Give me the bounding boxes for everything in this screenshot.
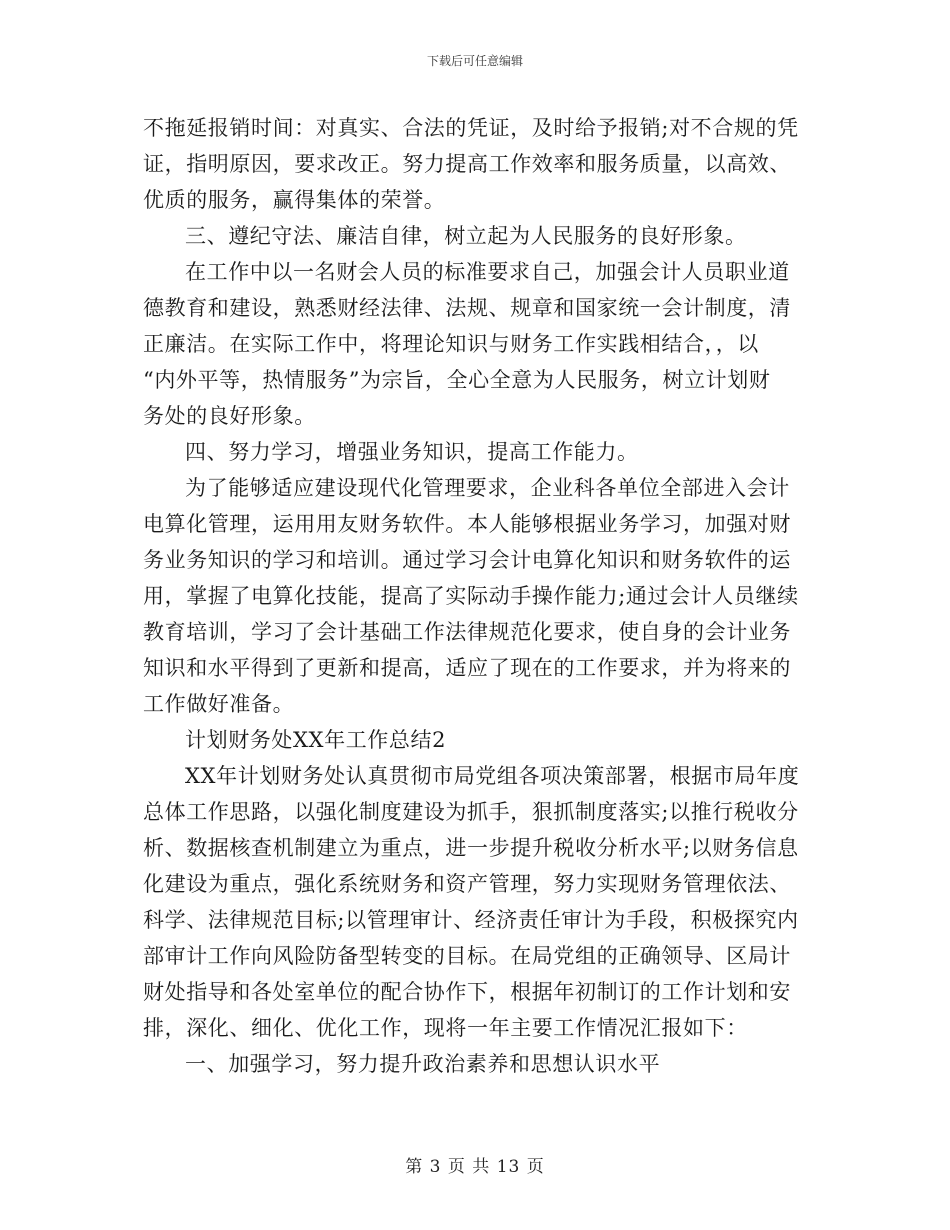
document-body — [143, 110, 808, 1082]
text-line: 优质的服务，赢得集体的荣誉。 — [143, 188, 446, 212]
text-line: “内外平等，热情服务”为宗旨，全心全意为人民服务，树立计划财 — [143, 368, 771, 392]
text-line: 排，深化、细化、优化工作，现将一年主要工作情况汇报如下： — [143, 1016, 748, 1040]
text-line: 德教育和建设，熟悉财经法律、法规、规章和国家统一会计制度，清 — [143, 296, 791, 320]
section-heading: 四、努力学习，增强业务知识，提高工作能力。 — [185, 440, 639, 464]
text-line: 正廉洁。在实际工作中，将理论知识与财务工作实践相结合，，以 — [143, 332, 759, 356]
text-line: 工作做好准备。 — [143, 692, 295, 716]
text-line: 务处的良好形象。 — [143, 404, 316, 428]
document-subtitle: 计划财务处XX年工作总结2 — [185, 728, 447, 752]
text-line: 部审计工作向风险防备型转变的目标。在局党组的正确领导、区局计 — [143, 944, 791, 968]
text-line: 不拖延报销时间：对真实、合法的凭证，及时给予报销;对不合规的凭 — [143, 116, 799, 140]
text-line: 科学、法律规范目标;以管理审计、经济责任审计为手段，积极探究内 — [143, 908, 799, 932]
text-line: 化建设为重点，强化系统财务和资产管理，努力实现财务管理依法、 — [143, 872, 791, 896]
text-line: 为了能够适应建设现代化管理要求，企业科各单位全部进入会计 — [185, 476, 790, 500]
text-line: 电算化管理，运用用友财务软件。本人能够根据业务学习，加强对财 — [143, 512, 791, 536]
text-line: 教育培训，学习了会计基础工作法律规范化要求，使自身的会计业务 — [143, 620, 791, 644]
section-heading: 一、加强学习，努力提升政治素养和思想认识水平 — [185, 1052, 661, 1076]
page-header: 下载后可任意编辑 — [426, 54, 523, 68]
text-line: 务业务知识的学习和培训。通过学习会计电算化知识和财务软件的运 — [143, 548, 791, 572]
section-heading: 三、遵纪守法、廉洁自律，树立起为人民服务的良好形象。 — [185, 224, 747, 248]
text-line: 证，指明原因，要求改正。努力提高工作效率和服务质量，以高效、 — [143, 152, 791, 176]
text-line: 总体工作思路，以强化制度建设为抓手，狠抓制度落实;以推行税收分 — [143, 800, 799, 824]
text-line: 在工作中以一名财会人员的标准要求自己，加强会计人员职业道 — [185, 260, 790, 284]
text-line: 财处指导和各处室单位的配合协作下，根据年初制订的工作计划和安 — [143, 980, 791, 1004]
text-line: 析、数据核查机制建立为重点，进一步提升税收分析水平;以财务信息 — [143, 836, 799, 860]
text-line: 用，掌握了电算化技能，提高了实际动手操作能力;通过会计人员继续 — [143, 584, 799, 608]
text-line: 知识和水平得到了更新和提高，适应了现在的工作要求，并为将来的 — [143, 656, 791, 680]
text-line: XX年计划财务处认真贯彻市局党组各项决策部署，根据市局年度 — [185, 764, 800, 788]
page-number: 第 3 页 共 13 页 — [405, 1157, 545, 1177]
